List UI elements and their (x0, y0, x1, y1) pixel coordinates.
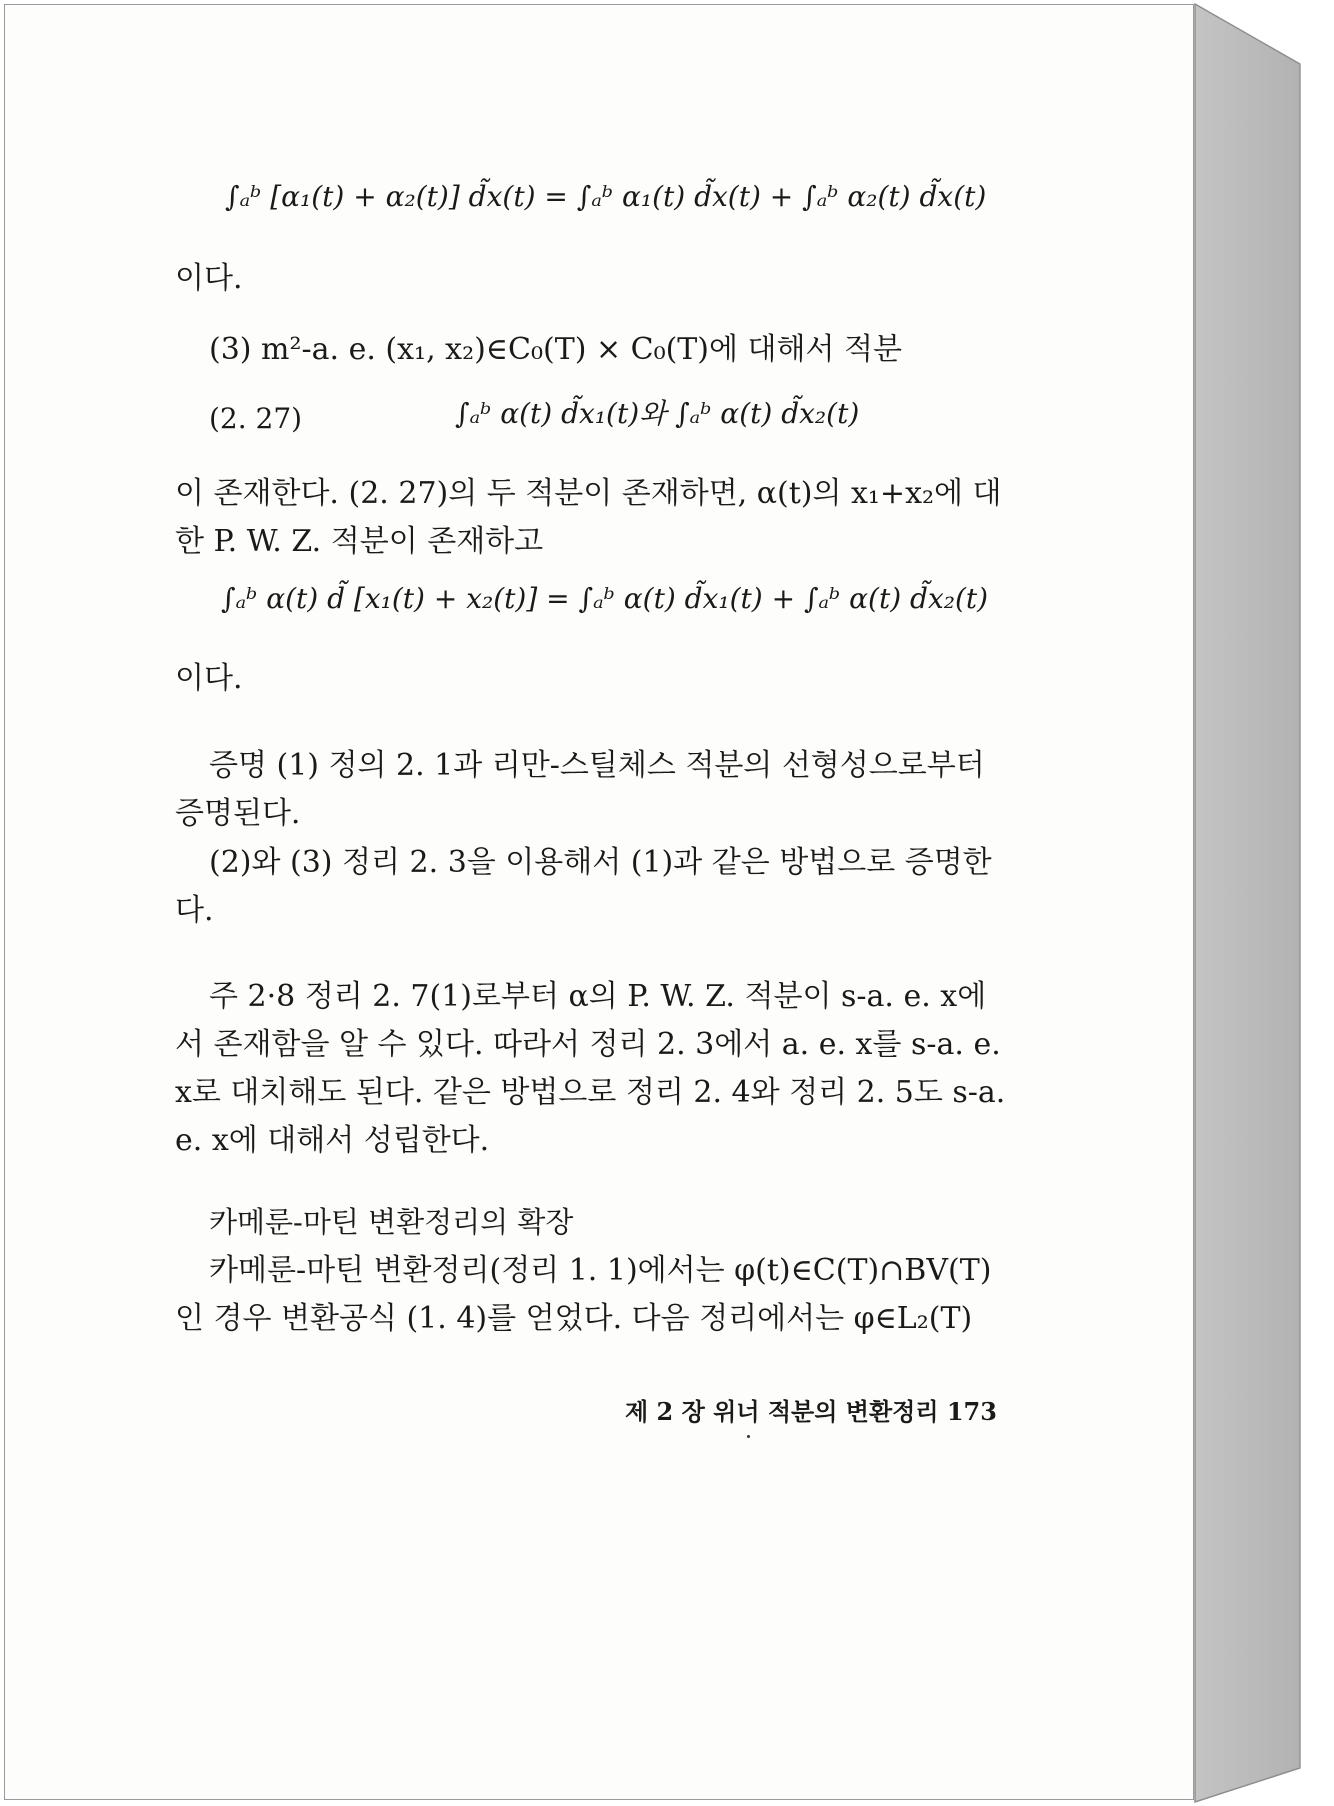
text-line: 증명된다. (175, 796, 301, 831)
section-heading: 카메룬-마틴 변환정리의 확장 (209, 1205, 574, 1239)
text-line: x로 대치해도 된다. 같은 방법으로 정리 2. 4와 정리 2. 5도 s-a. (175, 1075, 1006, 1110)
text-line: 이다. (175, 661, 243, 696)
equation-number: (2. 27) (209, 402, 303, 435)
text-line: (3) m²-a. e. (x₁, x₂)∈C₀(T) × C₀(T)에 대해서 적분 (209, 332, 902, 367)
text-line: 주 2·8 정리 2. 7(1)로부터 α의 P. W. Z. 적분이 s-a. e. x에 (209, 979, 987, 1014)
print-dot (747, 1435, 750, 1438)
text-line: 인 경우 변환공식 (1. 4)를 얻었다. 다음 정리에서는 φ∈L₂(T) (175, 1301, 973, 1336)
text-line: 다. (175, 893, 214, 928)
text-line: 증명 (1) 정의 2. 1과 리만-스틸체스 적분의 선형성으로부터 (209, 748, 985, 783)
text-line: e. x에 대해서 성립한다. (175, 1123, 490, 1158)
equation-linearity-integrand: ∫ₐᵇ [α₁(t) + α₂(t)] d̃x(t) = ∫ₐᵇ α₁(t) d̃x(t) + ∫ₐᵇ α₂(t) d̃x(t) (225, 180, 987, 213)
text-line: 이 존재한다. (2. 27)의 두 적분이 존재하면, α(t)의 x₁+x₂에 대 (175, 476, 1002, 511)
equation-2-27: ∫ₐᵇ α(t) d̃x₁(t)와 ∫ₐᵇ α(t) d̃x₂(t) (455, 397, 860, 430)
text-line: 한 P. W. Z. 적분이 존재하고 (175, 524, 544, 559)
text-line: 서 존재함을 알 수 있다. 따라서 정리 2. 3에서 a. e. x를 s-a. e. (175, 1027, 1001, 1062)
text-line: 카메룬-마틴 변환정리(정리 1. 1)에서는 φ(t)∈C(T)∩BV(T) (209, 1253, 992, 1288)
page-footer: 제 2 장 위너 적분의 변환정리 173 (625, 1397, 997, 1426)
equation-linearity-integrator: ∫ₐᵇ α(t) d̃ [x₁(t) + x₂(t)] = ∫ₐᵇ α(t) d̃x₁(t) + ∫ₐᵇ α(t) d̃x₂(t) (221, 582, 989, 615)
text-line: 이다. (175, 261, 243, 296)
text-line: (2)와 (3) 정리 2. 3을 이용해서 (1)과 같은 방법으로 증명한 (209, 845, 992, 880)
page (4, 4, 1194, 1800)
